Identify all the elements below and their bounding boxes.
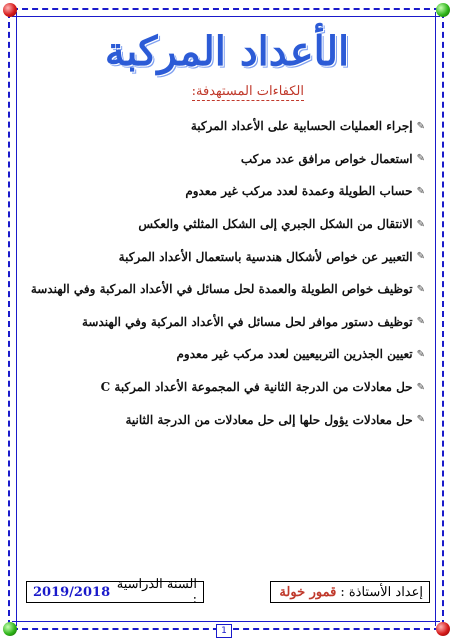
teacher-label: إعداد الأستاذة : — [340, 584, 423, 600]
list-item: ✎ حساب الطويلة وعمدة لعدد مركب غير معدوم — [185, 184, 425, 199]
corner-ball-icon-top-left — [3, 3, 17, 17]
pencil-icon: ✎ — [416, 381, 425, 393]
page-number: 1 — [216, 624, 232, 638]
objectives-list — [30, 110, 425, 436]
border-left — [8, 12, 17, 626]
pencil-icon: ✎ — [416, 153, 425, 165]
corner-ball-icon-bottom-left — [3, 622, 17, 636]
year-value: 2019/2018 — [33, 584, 111, 600]
corner-ball-icon-top-right — [436, 3, 450, 17]
pencil-icon: ✎ — [416, 316, 425, 328]
border-top — [12, 8, 440, 17]
pencil-icon: ✎ — [416, 348, 425, 360]
list-item: ✎ توظيف خواص الطويلة والعمدة لحل مسائل في الأعداد المركبة وفي الهندسة — [30, 282, 425, 297]
year-box — [26, 577, 204, 607]
year-label: السنة الدراسية : — [116, 577, 197, 607]
list-item: ✎ توظيف دستور موافر لحل مسائل في الأعداد المركبة وفي الهندسة — [82, 314, 425, 329]
page-title: الأعداد المركبة — [104, 28, 350, 75]
pencil-icon: ✎ — [416, 185, 425, 197]
list-item: ✎ تعيين الجذرين التربيعيين لعدد مركب غير معدوم — [176, 347, 425, 362]
subtitle: الكفاءات المستهدفة: — [191, 84, 304, 99]
pencil-icon: ✎ — [416, 120, 425, 132]
list-item: ✎ الانتقال من الشكل الجبري إلى الشكل المثلثي والعكس — [138, 217, 425, 232]
pencil-icon: ✎ — [416, 218, 425, 230]
pencil-icon: ✎ — [416, 414, 425, 426]
border-right — [435, 12, 444, 626]
list-item: ✎ إجراء العمليات الحسابية على الأعداد المركبة — [190, 119, 425, 134]
list-item: ✎ استعمال خواص مرافق عدد مركب — [240, 151, 425, 166]
list-item: ✎ التعبير عن خواص لأشكال هندسية باستعمال الأعداد المركبة — [118, 249, 425, 264]
list-item: ✎ حل معادلات يؤول حلها إلى حل معادلات من الدرجة الثانية — [125, 412, 425, 427]
pencil-icon: ✎ — [416, 251, 425, 263]
teacher-box — [270, 581, 430, 603]
corner-ball-icon-bottom-right — [436, 622, 450, 636]
list-item: ✎ حل معادلات من الدرجة الثانية في المجموعة الأعداد المركبة C — [100, 380, 425, 395]
pencil-icon: ✎ — [416, 283, 425, 295]
teacher-name: قمور خولة — [279, 584, 337, 600]
